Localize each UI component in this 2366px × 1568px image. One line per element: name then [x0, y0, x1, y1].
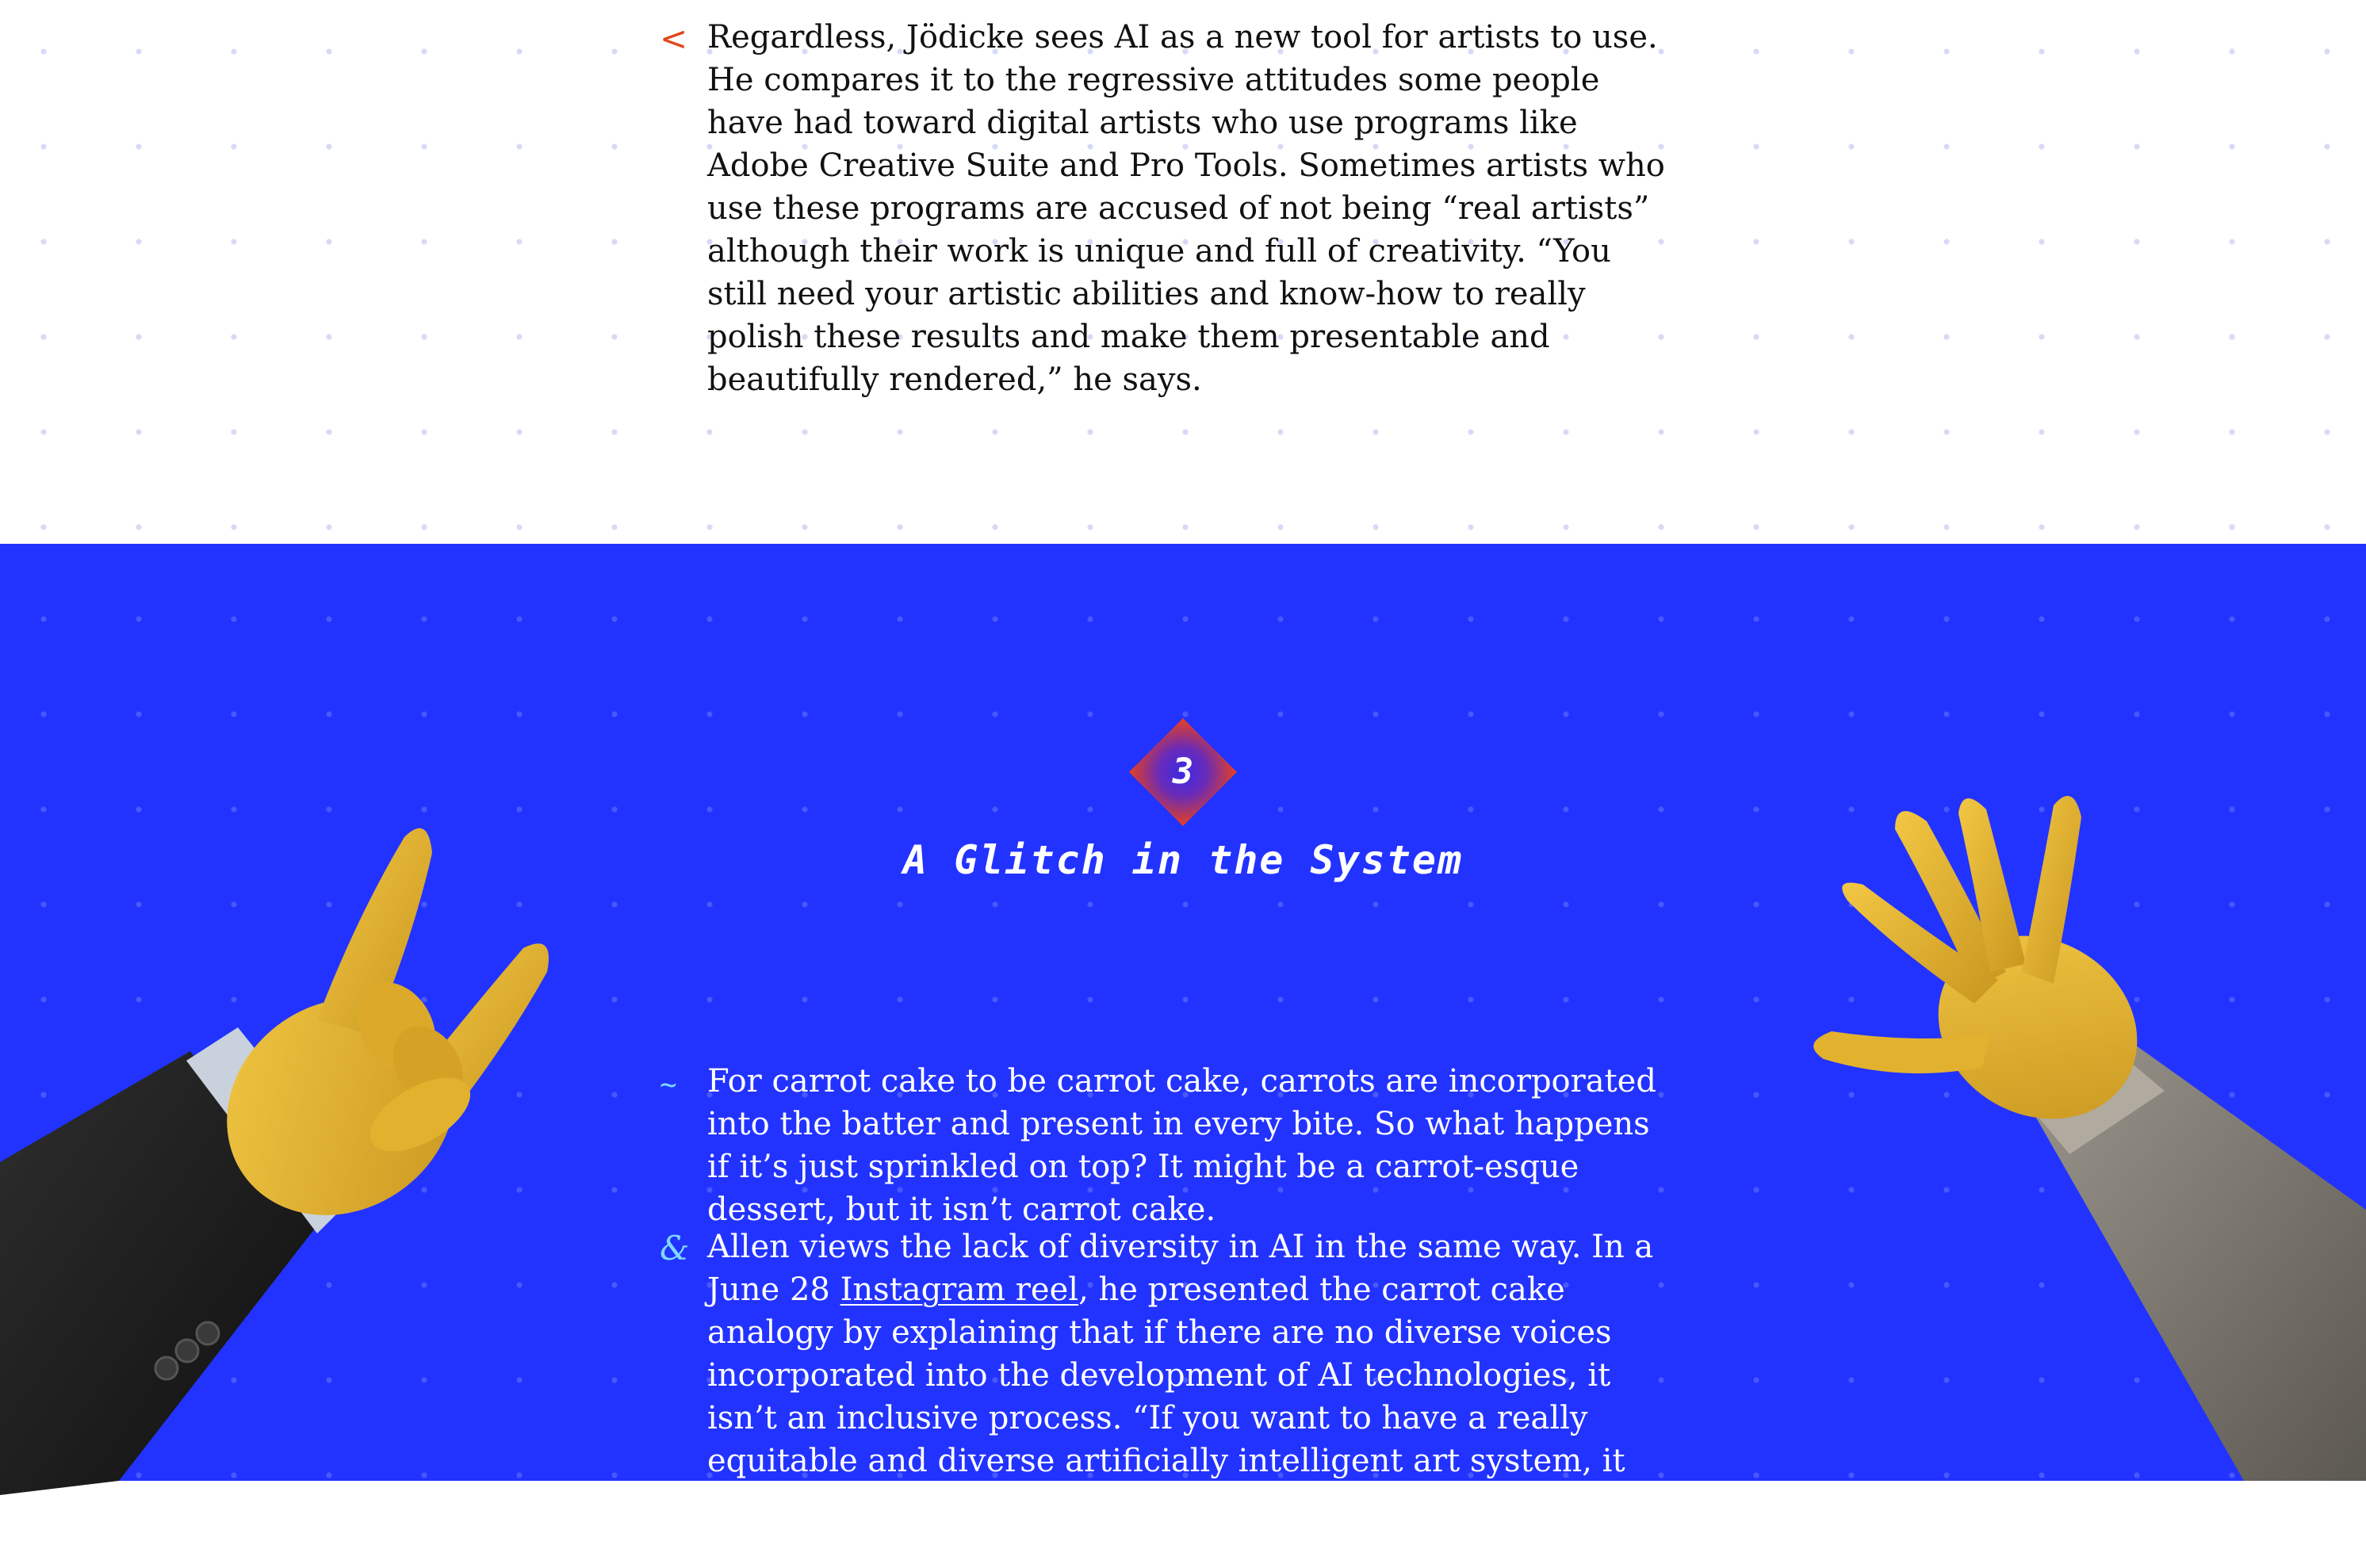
chapter-number: 3	[1172, 751, 1194, 792]
paragraph-bullet-glyph: ~	[660, 1069, 677, 1101]
instagram-reel-link[interactable]: Instagram reel	[840, 1272, 1079, 1308]
chapter-section	[0, 544, 2366, 1565]
intro-section	[0, 0, 2366, 544]
paragraph-carrot-cake: For carrot cake to be carrot cake, carrots are incorporated into the batter and present in every bite. So what happens if it’s just sprinkled on top? It might be a carrot-esque dessert, but it isn’t carrot cake.	[707, 1063, 1656, 1228]
chapter-number-badge	[1127, 717, 1239, 828]
chapter-title: A Glitch in the System	[902, 837, 1464, 883]
paragraph-bullet-glyph: &	[660, 1229, 690, 1268]
intro-bullet-glyph: <	[660, 19, 688, 58]
rock-on-hand-icon	[0, 766, 571, 1481]
paragraph-allen-diversity	[707, 1226, 1675, 1568]
paragraph-text-end: , he presented the carrot cake analogy by explaining that if there are no diverse voices incorporated into the development of AI technologies, it isn’t an inclusive process. “If you want to have a really equitable and diverse artificially intelligent art system, it needs to include a diverse set of people from the beginning,” he says.	[707, 1272, 1625, 1565]
waving-hand-icon	[1800, 766, 2366, 1481]
intro-paragraph: Regardless, Jödicke sees AI as a new tool for artists to use. He compares it to the regressive attitudes some people have had toward digital artists who use programs like Adobe Creative Suite and Pro Tools. Sometimes artists who use these programs are accused of not being “real artists” although their work is unique and full of creativity. “You still need your artistic abilities and know-how to really polish these results and make them presentable and beautifully rendered,” he says.	[707, 19, 1665, 398]
paragraph-text-start: Allen views the lack of diversity in AI in the same way. In a June 28	[707, 1229, 1654, 1308]
